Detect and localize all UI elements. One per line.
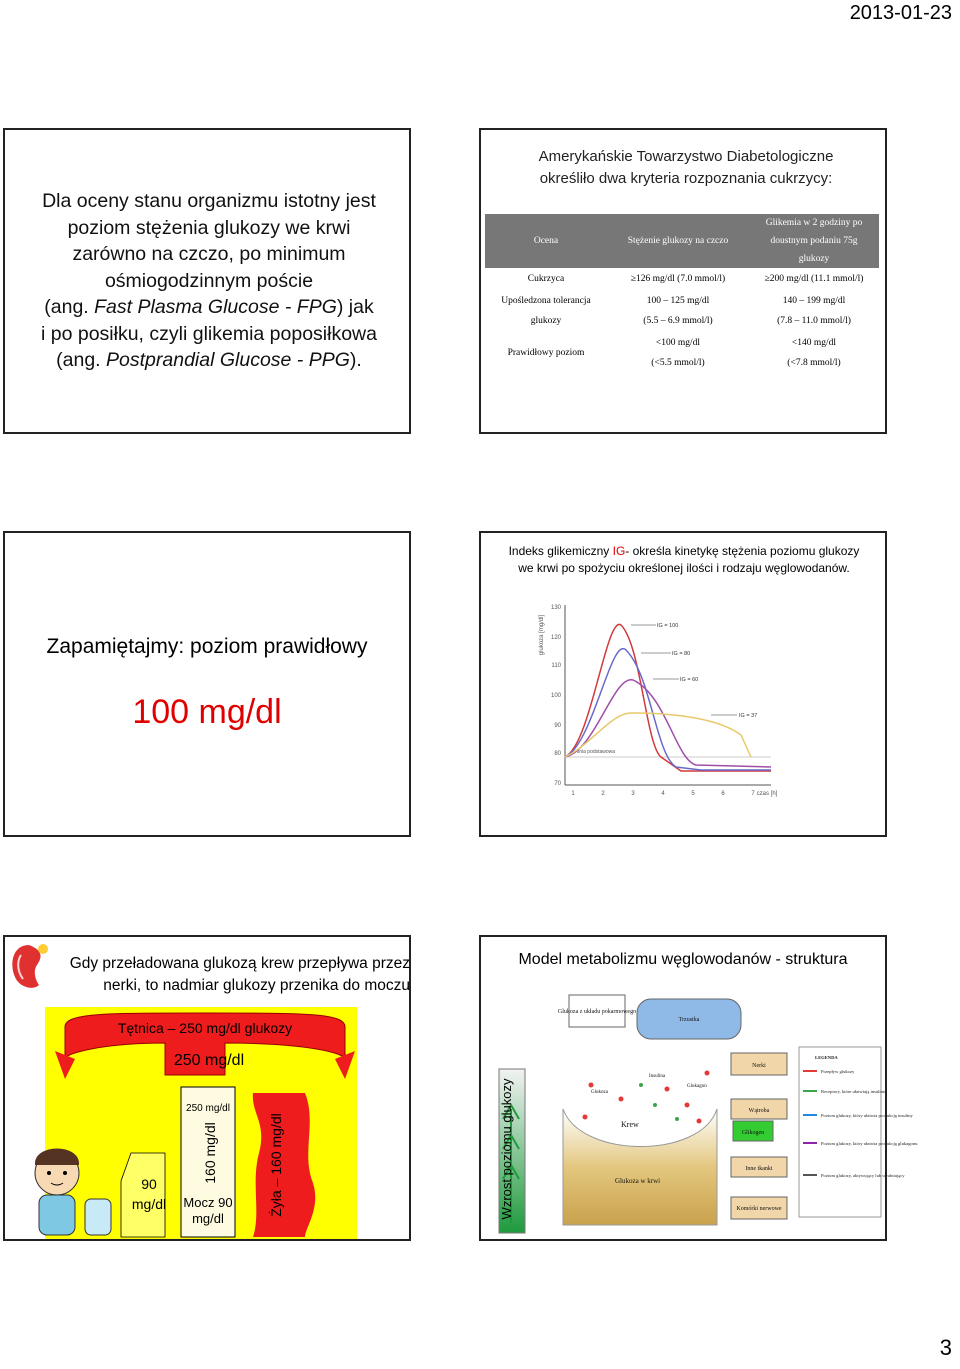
node-label: Komórki nerwowe [736, 1206, 782, 1212]
blood-label: Krew [621, 1120, 639, 1129]
intro-line: Dla oceny stanu organizmu istotny jest [42, 190, 376, 212]
cell: Prawidłowy poziom [507, 348, 585, 358]
kidney-diagram [5, 1003, 409, 1243]
y-ticks [551, 605, 562, 787]
urine-unit: mg/dl [192, 1211, 224, 1226]
artery-label: Tętnica – 250 mg/dl glukozy [117, 1020, 293, 1036]
x-tick: 6 [721, 791, 725, 797]
table-header-row [485, 214, 879, 268]
insulin-label: Insulina [649, 1074, 666, 1079]
table-row [485, 290, 879, 332]
legend-title: LEGENDA [815, 1055, 838, 1060]
arrow-value: 250 mg/dl [173, 1052, 245, 1069]
cell: Upośledzona tolerancja glukozy [501, 296, 591, 326]
cell: ≥200 mg/dl (11.1 mmol/l) [764, 274, 864, 284]
node-label: Wątroba [748, 1108, 770, 1114]
molecule-dots [583, 1071, 710, 1124]
page-number: 3 [939, 1335, 952, 1360]
y-tick: 100 [550, 693, 561, 699]
y-tick: 70 [554, 781, 561, 787]
intro-line: (ang. Fast Plasma Glucose - FPG) jak [44, 296, 374, 318]
col-header: Glikemia w 2 godziny po doustnym podaniu 75g glukozy [749, 214, 879, 268]
x-tick: 5 [691, 791, 695, 797]
glucagon-label: Glukagon [687, 1084, 707, 1089]
cell: 140 – 199 mg/dl (7.8 – 11.0 mmol/l) [777, 296, 851, 326]
intro-line: i po posiłku, czyli glikemia poposiłkowa [41, 322, 377, 345]
remember-text: Zapamiętajmy: poziom prawidłowy [46, 635, 368, 658]
slide-glucose-intro [3, 128, 411, 434]
left-value: 90 [141, 1176, 157, 1192]
table-row [485, 268, 879, 290]
slide-remember [3, 531, 411, 837]
blood-pool [563, 1109, 717, 1225]
criteria-table [485, 214, 879, 374]
slide-title: Model metabolizmu węglowodanów - struktura [518, 951, 848, 968]
urine-label: Mocz 90 [183, 1195, 233, 1210]
metabolism-diagram [481, 989, 918, 1239]
glycemic-index-chart [481, 595, 885, 815]
slide-title: Indeks glikemiczny IG- określa kinetykę stężenia poziomu glukozy we krwi po spożyciu określonej ilości i rodzaju węglowodanów. [508, 544, 860, 575]
tube-top-label: 250 mg/dl [186, 1103, 230, 1114]
intro-line: zarówno na czczo, po minimum [72, 243, 346, 265]
x-ticks [571, 791, 755, 797]
insulin-dots [639, 1083, 679, 1121]
glucose-label: Glukoza [591, 1090, 608, 1095]
legend-ig-100: IG = 100 [657, 623, 679, 629]
cell: <100 mg/dl (<5.5 mmol/l) [651, 338, 705, 368]
slide-title: Amerykańskie Towarzystwo Diabetologiczne określiło dwa kryteria rozpoznania cukrzycy: [538, 148, 834, 187]
node-label: Glukoza z układu pokarmowego [557, 1009, 637, 1015]
legend-ig-37: IG = 37 [739, 713, 758, 719]
x-axis-label: czas [h] [756, 791, 778, 797]
x-tick: 4 [661, 791, 665, 797]
x-tick: 1 [571, 791, 575, 797]
intro-line: ośmiogodzinnym poście [104, 269, 314, 292]
intro-line: (ang. Postprandial Glucose - PPG). [56, 349, 362, 371]
legend-item: Przepływ glukozy [821, 1069, 855, 1074]
legend-item: Poziom glukozy, który ułatwia produkcję insuliny [821, 1113, 913, 1118]
legend-ig-80: IG = 80 [672, 651, 691, 657]
table-row [485, 332, 879, 374]
left-unit: mg/dl [131, 1196, 167, 1212]
slide-diabetes-criteria [479, 128, 887, 434]
intro-line: poziom stężenia glukozy we krwi [67, 216, 351, 239]
legend-item: Poziom glukozy, który ułatwia produkcję glukagonu [821, 1141, 918, 1146]
side-label: Wzrost poziomu glukozy [499, 1078, 514, 1220]
x-tick: 7 [751, 791, 755, 797]
baseline-label: linia podstawowa [577, 749, 616, 755]
intro-text [19, 188, 399, 374]
header-date: 2013-01-23 [849, 2, 952, 24]
y-axis-label: glukoza [mg/dl] [539, 614, 545, 656]
node-label: Nerki [752, 1063, 766, 1069]
y-tick: 80 [554, 751, 561, 757]
remember-value: 100 mg/dl [132, 693, 282, 731]
vein-label: Żyła – 160 mg/dl [268, 1113, 284, 1217]
slide-glycemic-index [479, 531, 887, 837]
x-tick: 2 [601, 791, 605, 797]
blood-glucose-label: Glukoza w krwi [615, 1177, 661, 1185]
node-label: Glikogen [741, 1130, 765, 1136]
col-header: Stężenie glukozy na czczo [607, 214, 749, 268]
cell: <140 mg/dl (<7.8 mmol/l) [787, 338, 841, 368]
cell: Cukrzyca [527, 274, 565, 284]
slide-metabolism-model [479, 935, 918, 1241]
legend-ig-60: IG = 60 [680, 677, 699, 683]
y-tick: 120 [550, 635, 561, 641]
left-pointer [121, 1153, 165, 1237]
cell: ≥126 mg/dl (7.0 mmol/l) [630, 274, 726, 284]
y-tick: 130 [550, 605, 561, 611]
node-label: Trzustka [678, 1017, 700, 1023]
col-header: Ocena [485, 214, 607, 268]
x-tick: 3 [631, 791, 635, 797]
slide-title: Gdy przeładowana glukozą krew przepływa przez nerki, to nadmiar glukozy przenika do moczu [69, 955, 410, 994]
y-tick: 110 [551, 663, 561, 669]
vein-shape [253, 1093, 315, 1237]
legend-item: Receptory, które ułatwiają insulinie [821, 1089, 887, 1094]
slide-kidney [3, 935, 411, 1241]
y-tick: 90 [554, 723, 561, 729]
tube-vert-label: 160 mg/dl [202, 1122, 218, 1184]
node-label: Inne tkanki [745, 1166, 773, 1172]
legend-item: Poziom glukozy, aktywujący lub uwalniający [821, 1173, 905, 1178]
cell: 100 – 125 mg/dl (5.5 – 6.9 mmol/l) [643, 296, 713, 326]
